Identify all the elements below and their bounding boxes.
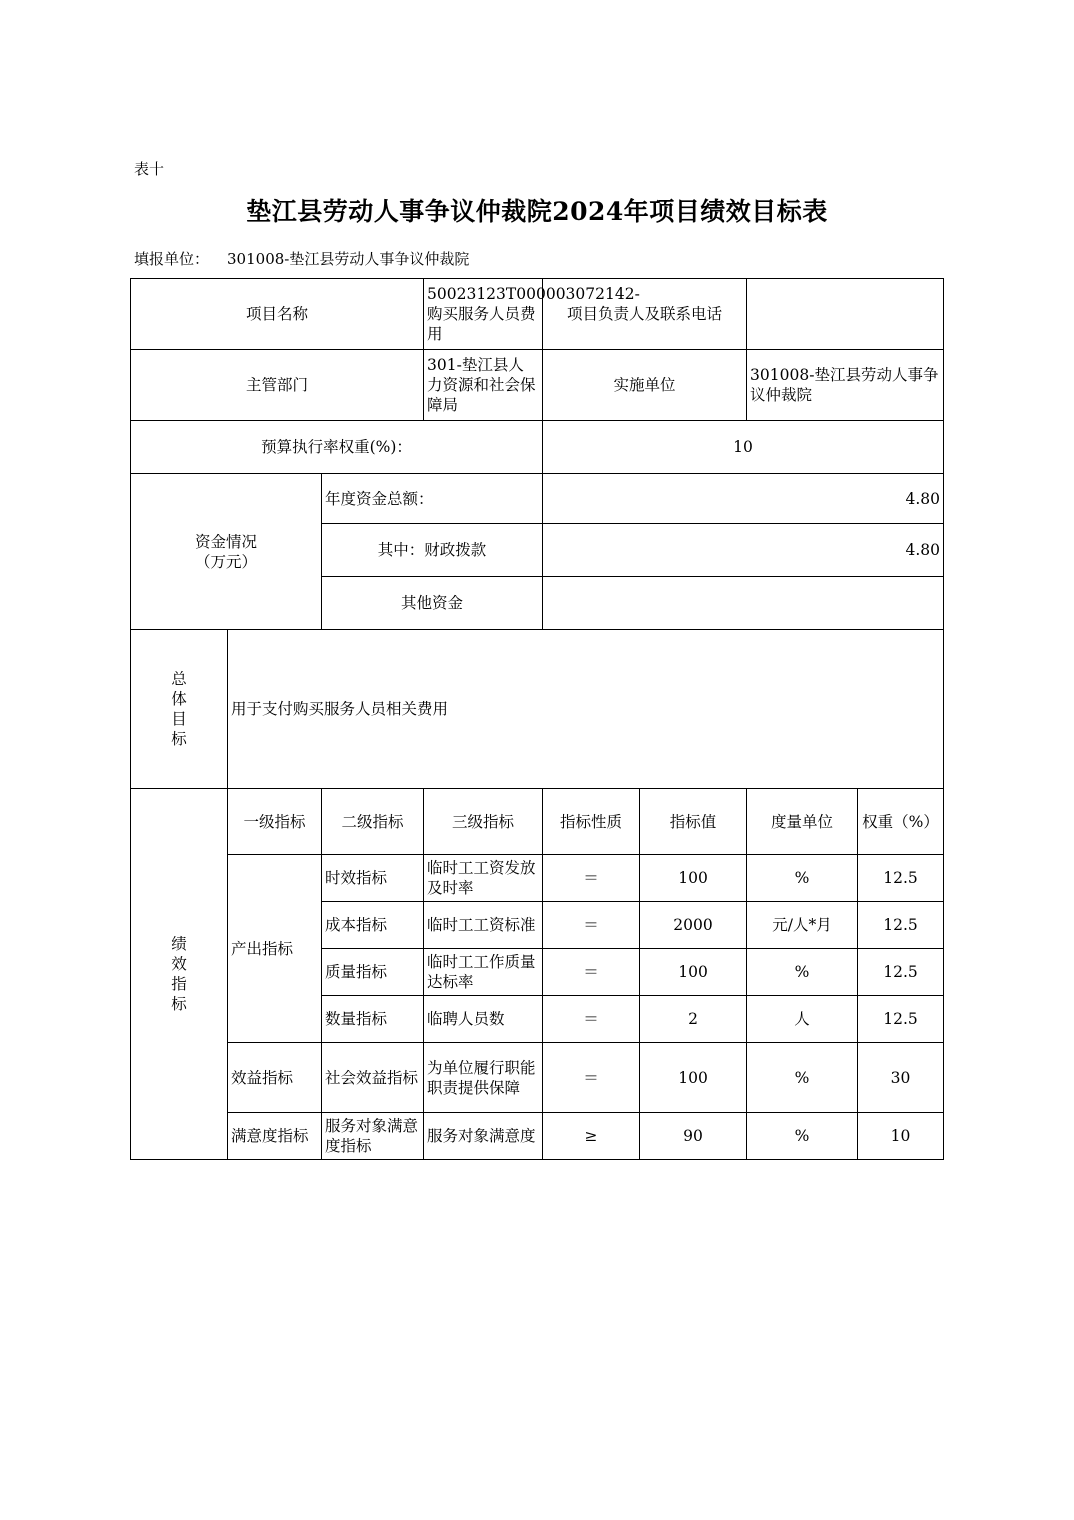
nature-cell: ＝ [543, 996, 640, 1043]
level2-cell: 数量指标 [322, 996, 424, 1043]
header-level2: 二级指标 [322, 789, 424, 855]
unit-cell: % [747, 949, 858, 996]
budget-rate-label: 预算执行率权重(%)： [131, 421, 543, 474]
budget-rate-value: 10 [543, 421, 944, 474]
value-cell: 2000 [640, 902, 747, 949]
level3-cell: 临时工工作质量达标率 [424, 949, 543, 996]
filler-line [134, 248, 469, 269]
funds-label [131, 474, 322, 630]
level1-output: 产出指标 [228, 855, 322, 1043]
level2-cell: 服务对象满意度指标 [322, 1113, 424, 1160]
level2-cell: 时效指标 [322, 855, 424, 902]
unit-cell: % [747, 1113, 858, 1160]
funds-fiscal-label: 其中：财政拨款 [322, 524, 543, 577]
table-row [131, 1113, 944, 1160]
dept-label: 主管部门 [131, 350, 424, 421]
unit-cell: % [747, 1043, 858, 1113]
contact-value [747, 279, 944, 350]
level3-cell: 临时工工资标准 [424, 902, 543, 949]
table-row [131, 1043, 944, 1113]
project-name-label: 项目名称 [131, 279, 424, 350]
nature-cell: ≥ [543, 1113, 640, 1160]
unit-cell: 元/人*月 [747, 902, 858, 949]
funds-other-value [543, 577, 944, 630]
weight-cell: 12.5 [858, 902, 944, 949]
funds-fiscal-value: 4.80 [543, 524, 944, 577]
value-cell: 90 [640, 1113, 747, 1160]
level1-satisfaction: 满意度指标 [228, 1113, 322, 1160]
level3-cell: 临时工工资发放及时率 [424, 855, 543, 902]
indicator-header-row [131, 789, 944, 855]
funds-total-value: 4.80 [543, 474, 944, 524]
value-cell: 100 [640, 949, 747, 996]
table-label: 表十 [134, 160, 165, 178]
nature-cell: ＝ [543, 1043, 640, 1113]
page-title: 垫江县劳动人事争议仲裁院2024年项目绩效目标表 [246, 197, 828, 226]
weight-cell: 10 [858, 1113, 944, 1160]
weight-cell: 12.5 [858, 996, 944, 1043]
funds-label-line2: （万元） [194, 552, 257, 571]
impl-value: 301008-垫江县劳动人事争议仲裁院 [747, 350, 944, 421]
department-row [131, 350, 944, 421]
header-level1: 一级指标 [228, 789, 322, 855]
level2-cell: 成本指标 [322, 902, 424, 949]
level3-cell: 临聘人员数 [424, 996, 543, 1043]
unit-cell: % [747, 855, 858, 902]
unit-cell: 人 [747, 996, 858, 1043]
impl-label: 实施单位 [543, 350, 747, 421]
funds-other-label: 其他资金 [322, 577, 543, 630]
weight-cell: 12.5 [858, 855, 944, 902]
level3-cell: 服务对象满意度 [424, 1113, 543, 1160]
nature-cell: ＝ [543, 902, 640, 949]
level3-cell: 为单位履行职能职责提供保障 [424, 1043, 543, 1113]
weight-cell: 12.5 [858, 949, 944, 996]
filler-value: 301008-垫江县劳动人事争议仲裁院 [227, 250, 470, 268]
overall-goal-label: 总 体 目 标 [131, 630, 228, 789]
budget-rate-row [131, 421, 944, 474]
value-cell: 100 [640, 1043, 747, 1113]
funds-label-line1: 资金情况 [194, 532, 257, 551]
level2-cell: 质量指标 [322, 949, 424, 996]
overall-goal-row [131, 630, 944, 789]
header-unit: 度量单位 [747, 789, 858, 855]
project-name-value: 50023123T000003072142-购买服务人员费用 [424, 279, 543, 350]
level2-cell: 社会效益指标 [322, 1043, 424, 1113]
performance-indicator-label: 绩 效 指 标 [131, 789, 228, 1160]
header-level3: 三级指标 [424, 789, 543, 855]
value-cell: 2 [640, 996, 747, 1043]
funds-total-row [131, 474, 944, 524]
level1-benefit: 效益指标 [228, 1043, 322, 1113]
table-row [131, 855, 944, 902]
header-nature: 指标性质 [543, 789, 640, 855]
filler-label: 填报单位： [134, 250, 210, 268]
overall-goal-text: 用于支付购买服务人员相关费用 [228, 630, 944, 789]
nature-cell: ＝ [543, 855, 640, 902]
header-value: 指标值 [640, 789, 747, 855]
contact-label: 项目负责人及联系电话 [543, 279, 747, 350]
funds-total-label: 年度资金总额： [322, 474, 543, 524]
performance-target-table [130, 278, 944, 1160]
dept-value: 301-垫江县人力资源和社会保障局 [424, 350, 543, 421]
nature-cell: ＝ [543, 949, 640, 996]
value-cell: 100 [640, 855, 747, 902]
project-name-row [131, 279, 944, 350]
header-weight: 权重（%） [858, 789, 944, 855]
weight-cell: 30 [858, 1043, 944, 1113]
